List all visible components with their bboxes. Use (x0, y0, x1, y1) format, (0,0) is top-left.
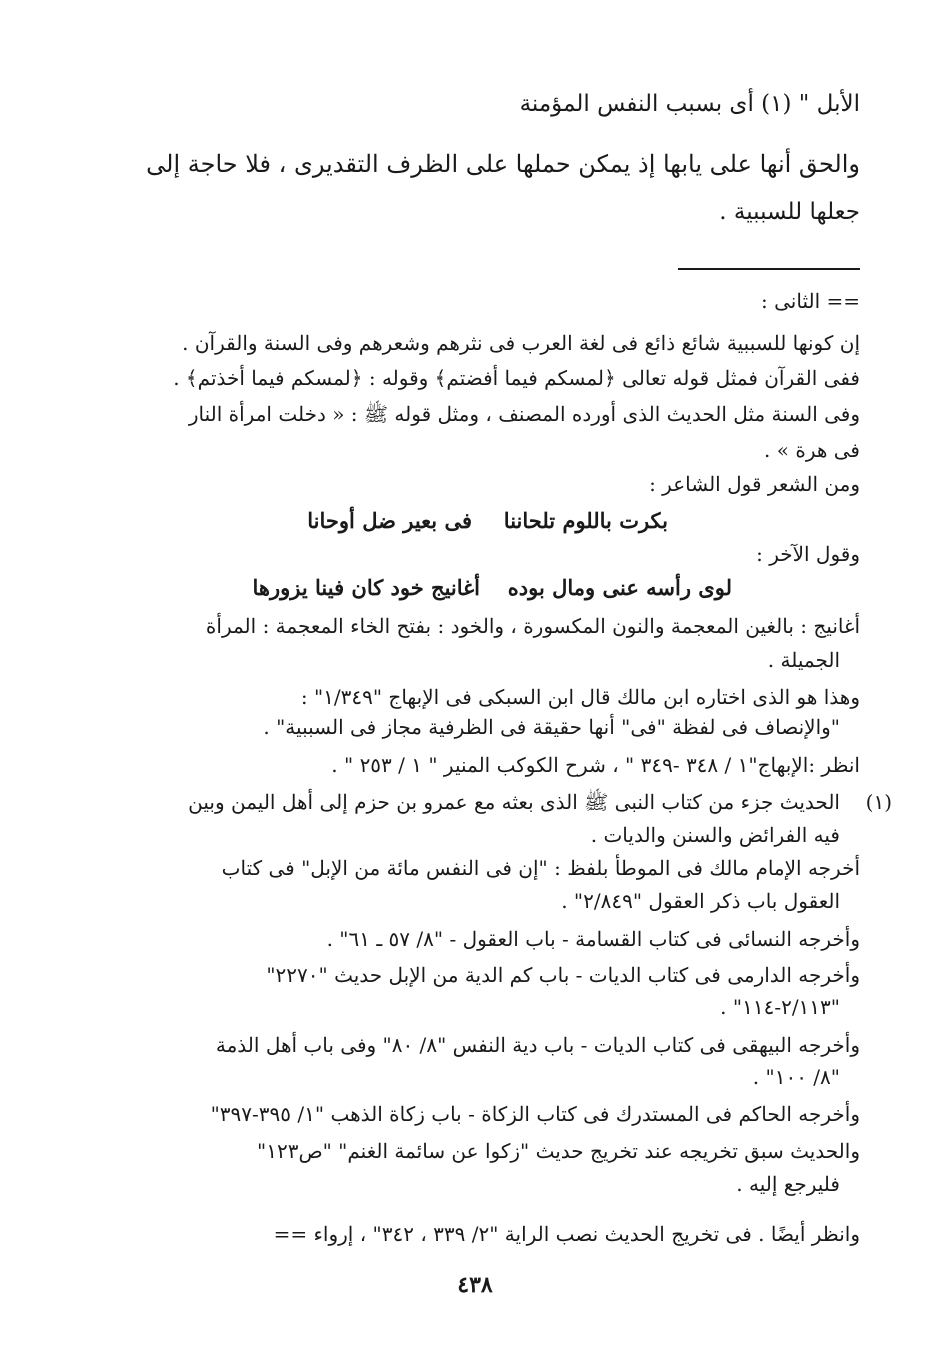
main-text-line-1: الأبل " (١) أى بسبب النفس المؤمنة (519, 91, 860, 117)
footnote-line: أغانيج : بالغين المعجمة والنون المكسورة ، والخود : بفتح الخاء المعجمة : المرأة (205, 614, 860, 638)
footnote-line: فيه الفرائض والسنن والديات . (590, 823, 840, 847)
footnote-line: ومن الشعر قول الشاعر : (649, 472, 860, 496)
footnote-line: العقول باب ذكر العقول "٢/٨٤٩" . (561, 889, 840, 913)
poem-verse-1-first-hemistich: بكرت باللوم تلحاننا (503, 508, 668, 533)
footnote-line: "٨/ ١٠٠" . (752, 1065, 840, 1089)
footnote-divider (678, 268, 860, 270)
footnote-line: وهذا هو الذى اختاره ابن مالك قال ابن السبكى فى الإبهاج "١/٣٤٩" : (300, 685, 860, 709)
poem-verse-2-first-hemistich: لوى رأسه عنى ومال بوده (507, 575, 732, 600)
footnote-line: وأخرجه الدارمى فى كتاب الديات - باب كم الدية من الإبل حديث "٢٢٧٠" (266, 963, 860, 987)
footnote-marker: (١) (865, 790, 892, 814)
footnote-line: الحديث جزء من كتاب النبى ﷺ الذى بعثه مع عمرو بن حزم إلى أهل اليمن وبين (188, 790, 840, 814)
poem-verse-2-second-hemistich: أغانيج خود كان فينا يزورها (252, 575, 480, 600)
footnote-line: أخرجه الإمام مالك فى الموطأ بلفظ : "إن فى النفس مائة من الإبل" فى كتاب (221, 856, 860, 880)
main-text-line-3: جعلها للسببية . (719, 199, 860, 225)
footnote-line: فليرجع إليه . (736, 1172, 840, 1196)
footnote-line: فى هرة » . (764, 438, 860, 462)
footnote-line: إن كونها للسببية شائع ذائع فى لغة العرب فى نثرهم وشعرهم وفى السنة والقرآن . (182, 331, 860, 355)
footnote-line: وانظر أيضًا . فى تخريج الحديث نصب الراية "٢/ ٣٣٩ ، ٣٤٢" ، إرواء == (273, 1222, 860, 1246)
footnote-line: وفى السنة مثل الحديث الذى أورده المصنف ، ومثل قوله ﷺ : « دخلت امرأة النار (188, 402, 860, 426)
footnote-line: الجميلة . (767, 648, 840, 672)
main-text-line-2: والحق أنها على يابها إذ يمكن حملها على الظرف التقديرى ، فلا حاجة إلى (146, 150, 860, 178)
footnote-line: وأخرجه الحاكم فى المستدرك فى كتاب الزكاة - باب زكاة الذهب "١/ ٣٩٥-٣٩٧" (210, 1102, 860, 1126)
poem-verse-1-second-hemistich: فى بعير ضل أوحانا (307, 508, 472, 533)
footnote-line: "٢/١١٣-١١٤" . (720, 995, 840, 1019)
page-number: ٤٣٨ (457, 1272, 493, 1298)
footnote-line: "والإنصاف فى لفظة "فى" أنها حقيقة فى الظرفية مجاز فى السببية" . (263, 715, 840, 739)
footnote-line: وقول الآخر : (756, 542, 860, 566)
footnote-line: انظر :الإبهاج"١ / ٣٤٨ -٣٤٩ " ، شرح الكوكب المنير " ١ / ٢٥٣ " . (331, 753, 860, 777)
footnote-line: ففى القرآن فمثل قوله تعالى ﴿لمسكم فيما أفضتم﴾ وقوله : ﴿لمسكم فيما أخذتم﴾ . (173, 366, 860, 390)
footnote-line: والحديث سبق تخريجه عند تخريج حديث "زكوا عن سائمة الغنم" "ص١٢٣" (257, 1139, 860, 1163)
footnote-line: وأخرجه النسائى فى كتاب القسامة - باب العقول - "٨/ ٥٧ ـ ٦١" . (326, 927, 860, 951)
footnote-continuation-heading: == الثانى : (761, 289, 860, 313)
footnote-line: وأخرجه البيهقى فى كتاب الديات - باب دية النفس "٨/ ٨٠" وفى باب أهل الذمة (215, 1033, 860, 1057)
